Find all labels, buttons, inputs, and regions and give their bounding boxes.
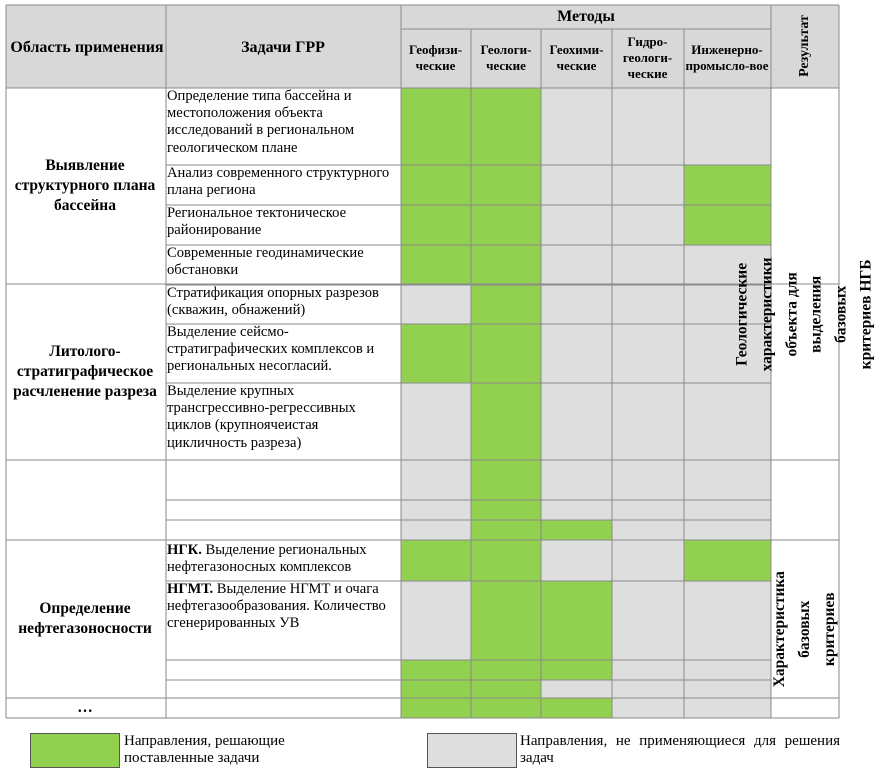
area-label: Выявление структурного плана бассейна [14,156,156,215]
result-label: Геологические характеристики объекта для выделения базовых критериев НГБ [733,257,875,371]
task-code: НГМТ. [167,581,214,597]
header-methods [401,5,771,29]
header-method-geol [471,29,541,87]
header-methods-label: Методы [557,8,615,25]
method-cell [612,660,684,680]
method-cell [541,205,612,245]
method-cell [541,245,612,285]
task-row [167,542,400,576]
header-tasks [166,8,400,88]
legend-text: Направления, решающие поставленные задачи [124,733,285,767]
area-label: … [77,698,93,716]
header-result-label: Результат [796,15,812,77]
method-cell [541,660,612,680]
method-cell [401,540,471,581]
task-row [167,245,400,279]
method-cell [471,205,541,245]
method-label: Геофизи-ческие [408,41,463,73]
method-cell [471,581,541,660]
method-cell [541,460,612,500]
method-cell [612,165,684,205]
result-geological [733,88,875,540]
method-cell [612,205,684,245]
method-cell [471,165,541,205]
method-cell [541,500,612,520]
header-method-hydro [612,29,683,87]
method-cell [541,680,612,698]
task-row [167,285,400,319]
header-method-geochem [541,29,612,87]
task-text: Современные геодинамические обстановки [167,245,364,279]
method-cell [401,205,471,245]
legend-green-swatch [30,733,120,768]
method-cell [612,680,684,698]
method-cell [684,165,771,205]
method-cell [401,500,471,520]
method-cell [471,285,541,324]
method-cell [401,520,471,540]
method-cell [612,698,684,718]
method-cell [684,88,771,165]
method-cell [401,581,471,660]
method-cell [401,88,471,165]
task-row [167,324,400,376]
method-cell [684,540,771,581]
method-cell [401,460,471,500]
method-label: Геологи-ческие [480,41,532,73]
header-area [10,8,164,88]
method-cell [471,245,541,285]
method-cell [401,383,471,460]
method-cell [471,520,541,540]
method-cell [684,698,771,718]
method-cell [471,660,541,680]
area-litho [6,284,164,460]
task-row [167,205,400,239]
method-label: Гидро-геологи-ческие [622,33,673,82]
method-cell [541,581,612,660]
area-oilgas [6,540,164,698]
method-cell [684,581,771,660]
area-label: Литолого-стратиграфическое расчленение разреза [13,342,157,401]
method-cell [612,88,684,165]
legend-text: Направления, не применяющиеся для решения задач [520,733,840,767]
method-cell [541,540,612,581]
task-row [167,383,400,452]
method-cell [541,698,612,718]
method-cell [541,324,612,383]
task-text: Выделение сейсмо-стратиграфических комплексов и региональных несогласий. [167,324,375,375]
area-structural [6,88,164,284]
area-ellipsis [6,698,164,718]
method-cell [541,88,612,165]
area-empty [6,460,164,540]
method-cell [471,324,541,383]
task-text: Региональное тектоническое районирование [167,205,347,239]
result-label: Характеристика базовых критериев [770,570,838,688]
method-cell [541,383,612,460]
method-cell [612,581,684,660]
header-method-eng [684,29,770,87]
method-cell [401,165,471,205]
method-cell [541,285,612,324]
task-row [167,581,400,633]
method-cell [401,285,471,324]
method-cell [684,500,771,520]
method-cell [401,660,471,680]
method-cell [684,520,771,540]
method-cell [612,500,684,520]
method-cell [612,540,684,581]
task-row [167,88,400,157]
header-tasks-label: Задачи ГРР [241,39,325,56]
header-area-label: Область применения [10,39,164,56]
task-code: НГК. [167,542,202,558]
method-cell [684,660,771,680]
method-cell [401,698,471,718]
method-cell [471,500,541,520]
method-cell [401,324,471,383]
method-cell [471,680,541,698]
task-row [167,165,400,199]
task-text: Анализ современного структурного плана региона [167,165,390,199]
header-result [771,5,839,87]
method-cell [612,324,684,383]
method-cell [612,245,684,285]
task-text: Выделение крупных трансгрессивно-регрессивных циклов (крупноячеистая цикличность разреза) [167,383,356,451]
method-cell [471,460,541,500]
task-text: Выделение региональных нефтегазоносных комплексов [167,542,367,576]
method-cell [541,520,612,540]
method-cell [401,245,471,285]
method-cell [612,460,684,500]
method-cell [612,383,684,460]
task-text: Определение типа бассейна и местоположения объекта исследований в региональном геологическом плане [167,88,355,156]
method-cell [471,540,541,581]
method-cell [684,205,771,245]
method-cell [471,698,541,718]
method-cell [684,383,771,460]
method-cell [612,520,684,540]
legend-gray-label [520,733,840,768]
method-cell [471,88,541,165]
header-method-geophys [401,29,470,87]
method-cell [471,383,541,460]
method-cell [541,165,612,205]
method-cell [401,680,471,698]
result-criteria [771,540,839,718]
method-cell [684,680,771,698]
legend-gray-swatch [427,733,517,768]
task-text: Выделение НГМТ и очага нефтегазообразования. Количество сгенерированных УВ [167,581,386,632]
method-label: Геохими-ческие [549,41,604,73]
method-label: Инженерно-промысло-вое [685,41,769,73]
method-cell [612,285,684,324]
legend-green-label [124,733,354,768]
task-text: Стратификация опорных разрезов (скважин, обнажений) [167,285,379,319]
area-label: Определение нефтегазоносности [18,599,152,637]
method-cell [684,460,771,500]
